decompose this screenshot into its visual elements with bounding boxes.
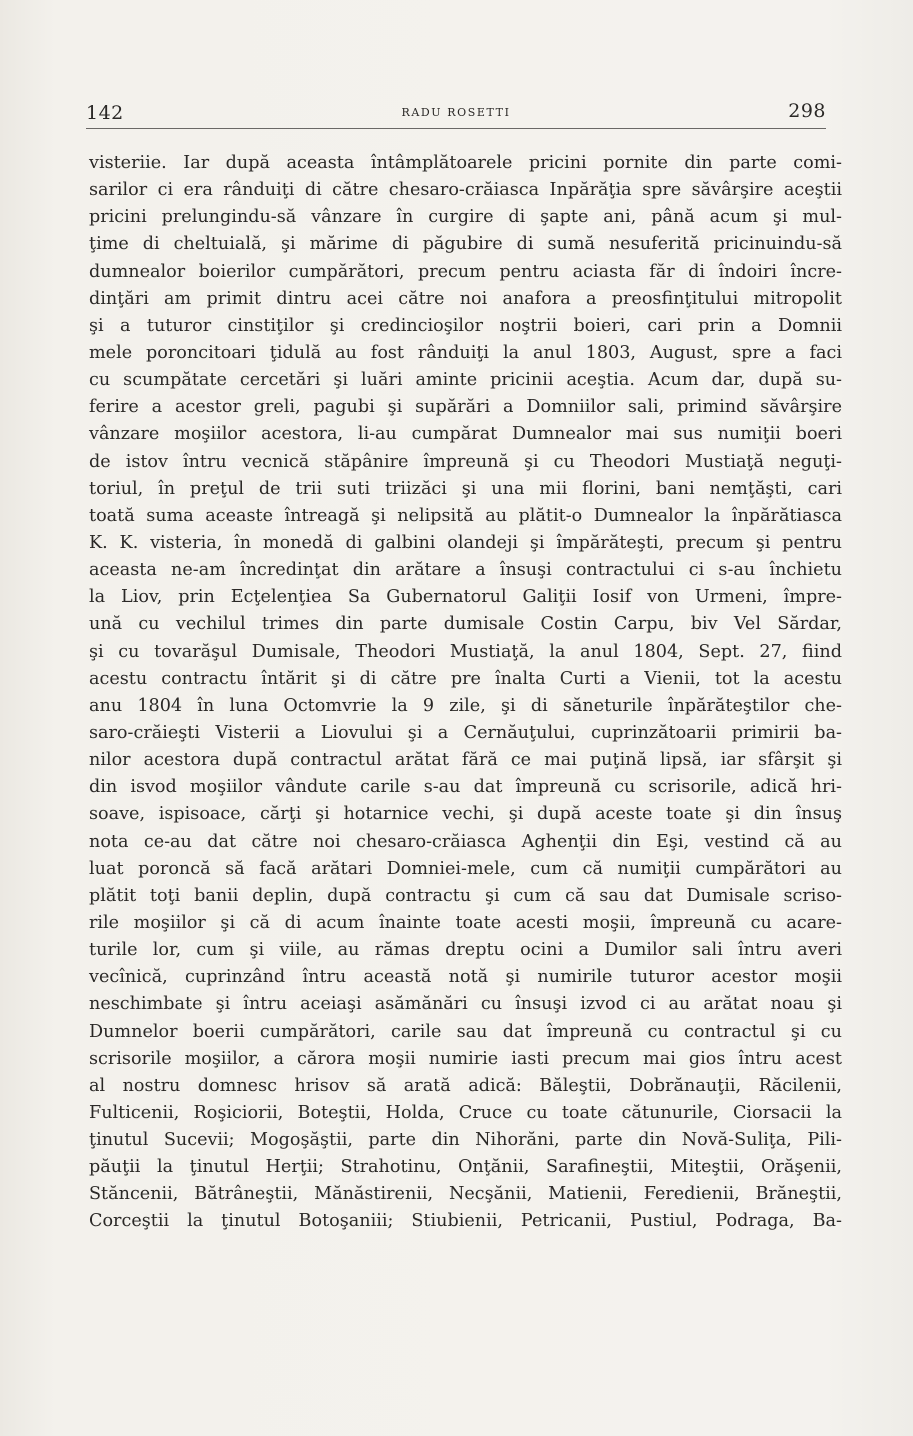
text-line: nilor acestora după contractul arătat fără ce mai puţină lipsă, iar sfârşit şi (89, 750, 842, 771)
text-line: anu 1804 în luna Octomvrie la 9 zile, şi di săneturile înpărăteştilor che- (89, 695, 842, 716)
text-line: turile lor, cum şi viile, au rămas dreptu ocini a Dumilor sali întru averi (89, 940, 842, 961)
text-line: Fulticenii, Roşiciorii, Boteştii, Holda, Cruce cu toate cătunurile, Ciorsacii la (89, 1102, 842, 1123)
text-line: ţinutul Sucevii; Mogoşăştii, parte din Nihorăni, parte din Novă-Suliţa, Pili- (89, 1130, 842, 1151)
text-line: luat poroncă să facă arătari Domniei-mele, cum că numiţii cumpărători au (89, 858, 842, 879)
text-line: neschimbate şi întru aceiaşi asămănări cu însuşi izvod ci au arătat noau şi (89, 994, 842, 1015)
text-line: toată suma aceaste întreagă şi nelipsită au plătit-o Dumnealor la înpărătiasca (89, 505, 842, 526)
text-line: păuţii la ţinutul Herţii; Strahotinu, Onţănii, Sarafineştii, Miteştii, Orăşenii, (89, 1157, 842, 1178)
text-line: saro-crăieşti Visterii a Liovului şi a Cernăuţului, cuprinzătoarii primirii ba- (89, 722, 842, 743)
page-number-right: 298 (788, 100, 826, 122)
text-line: dumnealor boierilor cumpărători, precum pentru aciasta făr di îndoiri încre- (89, 261, 842, 282)
text-line: ună cu vechilul trimes din parte dumisale Costin Carpu, biv Vel Sărdar, (89, 614, 842, 635)
body-text (89, 150, 842, 1236)
page-number-left: 142 (86, 102, 124, 124)
text-line: şi cu tovarăşul Dumisale, Theodori Mustiaţă, la anul 1804, Sept. 27, fiind (89, 641, 842, 662)
text-line: dinţări am primit dintru acei către noi anafora a preosfinţitului mitropolit (89, 288, 842, 309)
text-line: Corceştii la ţinutul Botoşaniii; Stiubienii, Petricanii, Pustiul, Podraga, Ba- (89, 1211, 842, 1232)
text-line: şi a tuturor cinstiţilor şi credincioşilor noştrii boieri, cari prin a Domnii (89, 315, 842, 336)
text-line: ferire a acestor greli, pagubi şi supărări a Domniilor sali, primind săvârşire (89, 397, 842, 418)
text-line: mele poroncitoari ţidulă au fost rânduiţi la anul 1803, August, spre a faci (89, 342, 842, 363)
running-head: RADU ROSETTI (401, 106, 511, 119)
text-line: cu scumpătate cercetări şi luări aminte pricinii aceştia. Acum dar, după su- (89, 370, 842, 391)
text-line: scrisorile moşiilor, a cărora moşii numirie iasti precum mai gios întru acest (89, 1048, 842, 1069)
text-line: din isvod moşiilor vândute carile s-au dat împreună cu scrisorile, adică hri- (89, 777, 842, 798)
text-line: al nostru domnesc hrisov să arată adică: Băleştii, Dobrănauţii, Răcilenii, (89, 1075, 842, 1096)
text-line: K. K. visteria, în monedă di galbini olandeji şi împărăteşti, precum şi pentru (89, 532, 842, 553)
text-line: nota ce-au dat către noi chesaro-crăiasca Aghenţii din Eşi, vestind că au (89, 831, 842, 852)
text-line: soave, ispisoace, cărţi şi hotarnice vechi, şi după aceste toate şi din însuş (89, 804, 842, 825)
text-line: vecînică, cuprinzând întru această notă şi numirile tuturor acestor moşii (89, 967, 842, 988)
text-line: acestu contractu întărit şi di către pre înalta Curti a Vienii, tot la acestu (89, 668, 842, 689)
text-line: rile moşiilor şi că di acum înainte toate acesti moşii, împreună cu acare- (89, 912, 842, 933)
text-line: pricini prelungindu-să vânzare în curgire di şapte ani, până acum şi mul- (89, 207, 842, 228)
text-line: de istov întru vecnică stăpânire împreună şi cu Theodori Mustiaţă neguţi- (89, 451, 842, 472)
text-line: Dumnelor boerii cumpărători, carile sau dat împreună cu contractul şi cu (89, 1021, 842, 1042)
text-line: Stăncenii, Bătrâneştii, Mănăstirenii, Necşănii, Matienii, Feredienii, Brăneştii, (89, 1184, 842, 1205)
text-line: sarilor ci era rânduiţi di către chesaro-crăiasca Inpărăţia spre săvârşire aceştii (89, 180, 842, 201)
text-line: vânzare moşiilor acestora, li-au cumpărat Dumnealor mai sus numiţii boeri (89, 424, 842, 445)
page-header (86, 100, 826, 129)
text-line: la Liov, prin Ecţelenţiea Sa Gubernatorul Galiţii Iosif von Urmeni, împre- (89, 587, 842, 608)
text-line: toriul, în preţul de trii suti triizăci şi una mii florini, bani nemţăşti, cari (89, 478, 842, 499)
text-line: ţime di cheltuială, şi mărime di păgubire di sumă nesuferită pricinuindu-să (89, 234, 842, 255)
text-line: plătit toţi banii deplin, după contractu şi cum că sau dat Dumisale scriso- (89, 885, 842, 906)
text-line: visteriie. Iar după aceasta întâmplătoarele pricini pornite din parte comi- (89, 153, 842, 173)
text-line: aceasta ne-am încredinţat din arătare a însuşi contractului ci s-au închietu (89, 560, 842, 581)
